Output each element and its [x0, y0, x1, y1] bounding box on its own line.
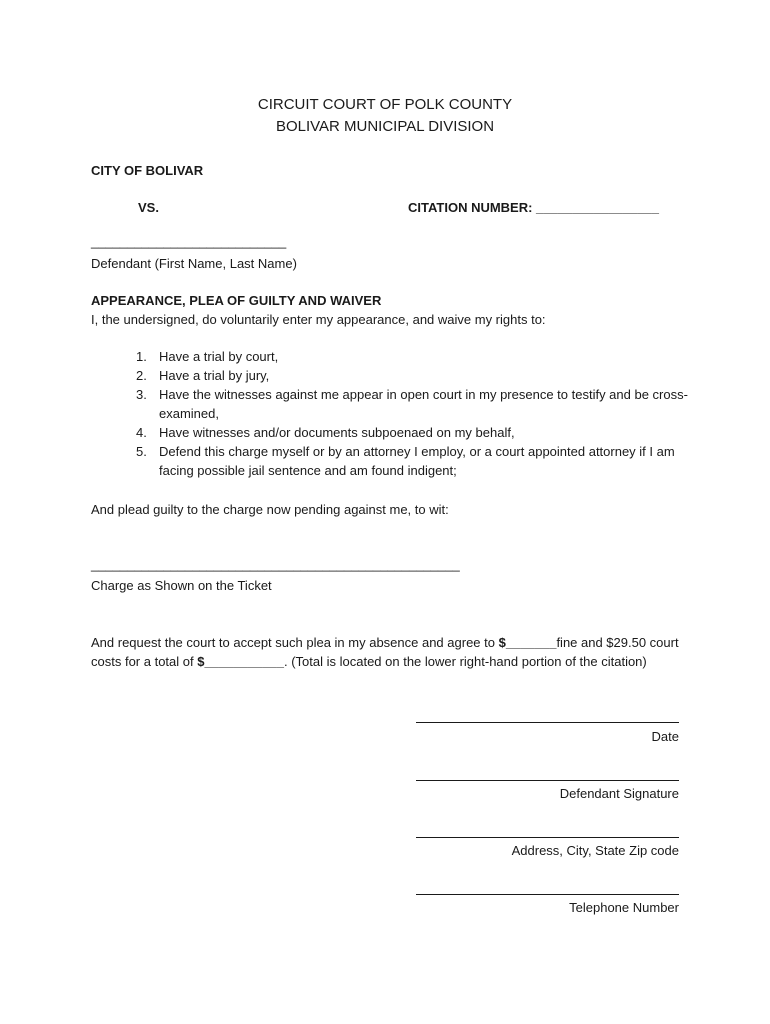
section-intro: I, the undersigned, do voluntarily enter my appearance, and waive my rights to:: [91, 312, 546, 327]
request-paragraph: [91, 633, 691, 671]
defendant-signature-line[interactable]: [416, 780, 679, 781]
section-heading: APPEARANCE, PLEA OF GUILTY AND WAIVER: [91, 293, 382, 308]
date-line[interactable]: [416, 722, 679, 723]
list-item-number: 1.: [136, 349, 147, 364]
court-title: CIRCUIT COURT OF POLK COUNTY: [257, 96, 513, 113]
total-amount-field[interactable]: $___________: [197, 654, 284, 669]
plaintiff-name: CITY OF BOLIVAR: [91, 163, 204, 178]
telephone-label: Telephone Number: [569, 900, 679, 915]
list-item: [133, 385, 693, 423]
list-item: [133, 366, 693, 385]
list-item: [133, 442, 693, 480]
defendant-name-label: Defendant (First Name, Last Name): [91, 256, 297, 271]
list-item-number: 3.: [136, 387, 147, 402]
division-title: BOLIVAR MUNICIPAL DIVISION: [275, 118, 495, 135]
address-line[interactable]: [416, 837, 679, 838]
list-item-text: Have the witnesses against me appear in open court in my presence to testify and be cross-examined,: [159, 387, 688, 421]
telephone-line[interactable]: [416, 894, 679, 895]
list-item-number: 2.: [136, 368, 147, 383]
list-item-number: 5.: [136, 444, 147, 459]
list-item: [133, 347, 693, 366]
charge-label: Charge as Shown on the Ticket: [91, 578, 272, 593]
list-item-text: Defend this charge myself or by an attorney I employ, or a court appointed attorney if I am facing possible jail sentence and am found indigent;: [159, 444, 675, 478]
address-label: Address, City, State Zip code: [511, 843, 679, 858]
fine-amount-field[interactable]: $_______: [498, 635, 557, 650]
date-label: Date: [651, 729, 679, 744]
rights-list: [133, 347, 693, 480]
request-text: fine and $29.50 court costs for a total of: [91, 635, 679, 669]
list-item-text: Have a trial by court,: [159, 349, 279, 364]
request-text: . (Total is located on the lower right-hand portion of the citation): [283, 654, 647, 669]
list-item: [133, 423, 693, 442]
charge-field[interactable]: ___________________________________________________: [91, 557, 460, 572]
defendant-signature-label: Defendant Signature: [559, 786, 679, 801]
list-item-text: Have witnesses and/or documents subpoenaed on my behalf,: [159, 425, 515, 440]
versus-label: VS.: [138, 200, 159, 215]
list-item-text: Have a trial by jury,: [159, 368, 270, 383]
request-text: And request the court to accept such plea in my absence and agree to: [91, 635, 499, 650]
plea-statement: And plead guilty to the charge now pending against me, to wit:: [91, 502, 449, 517]
citation-number-field[interactable]: CITATION NUMBER: _________________: [408, 200, 659, 215]
defendant-name-field[interactable]: ___________________________: [91, 234, 287, 249]
list-item-number: 4.: [136, 425, 147, 440]
